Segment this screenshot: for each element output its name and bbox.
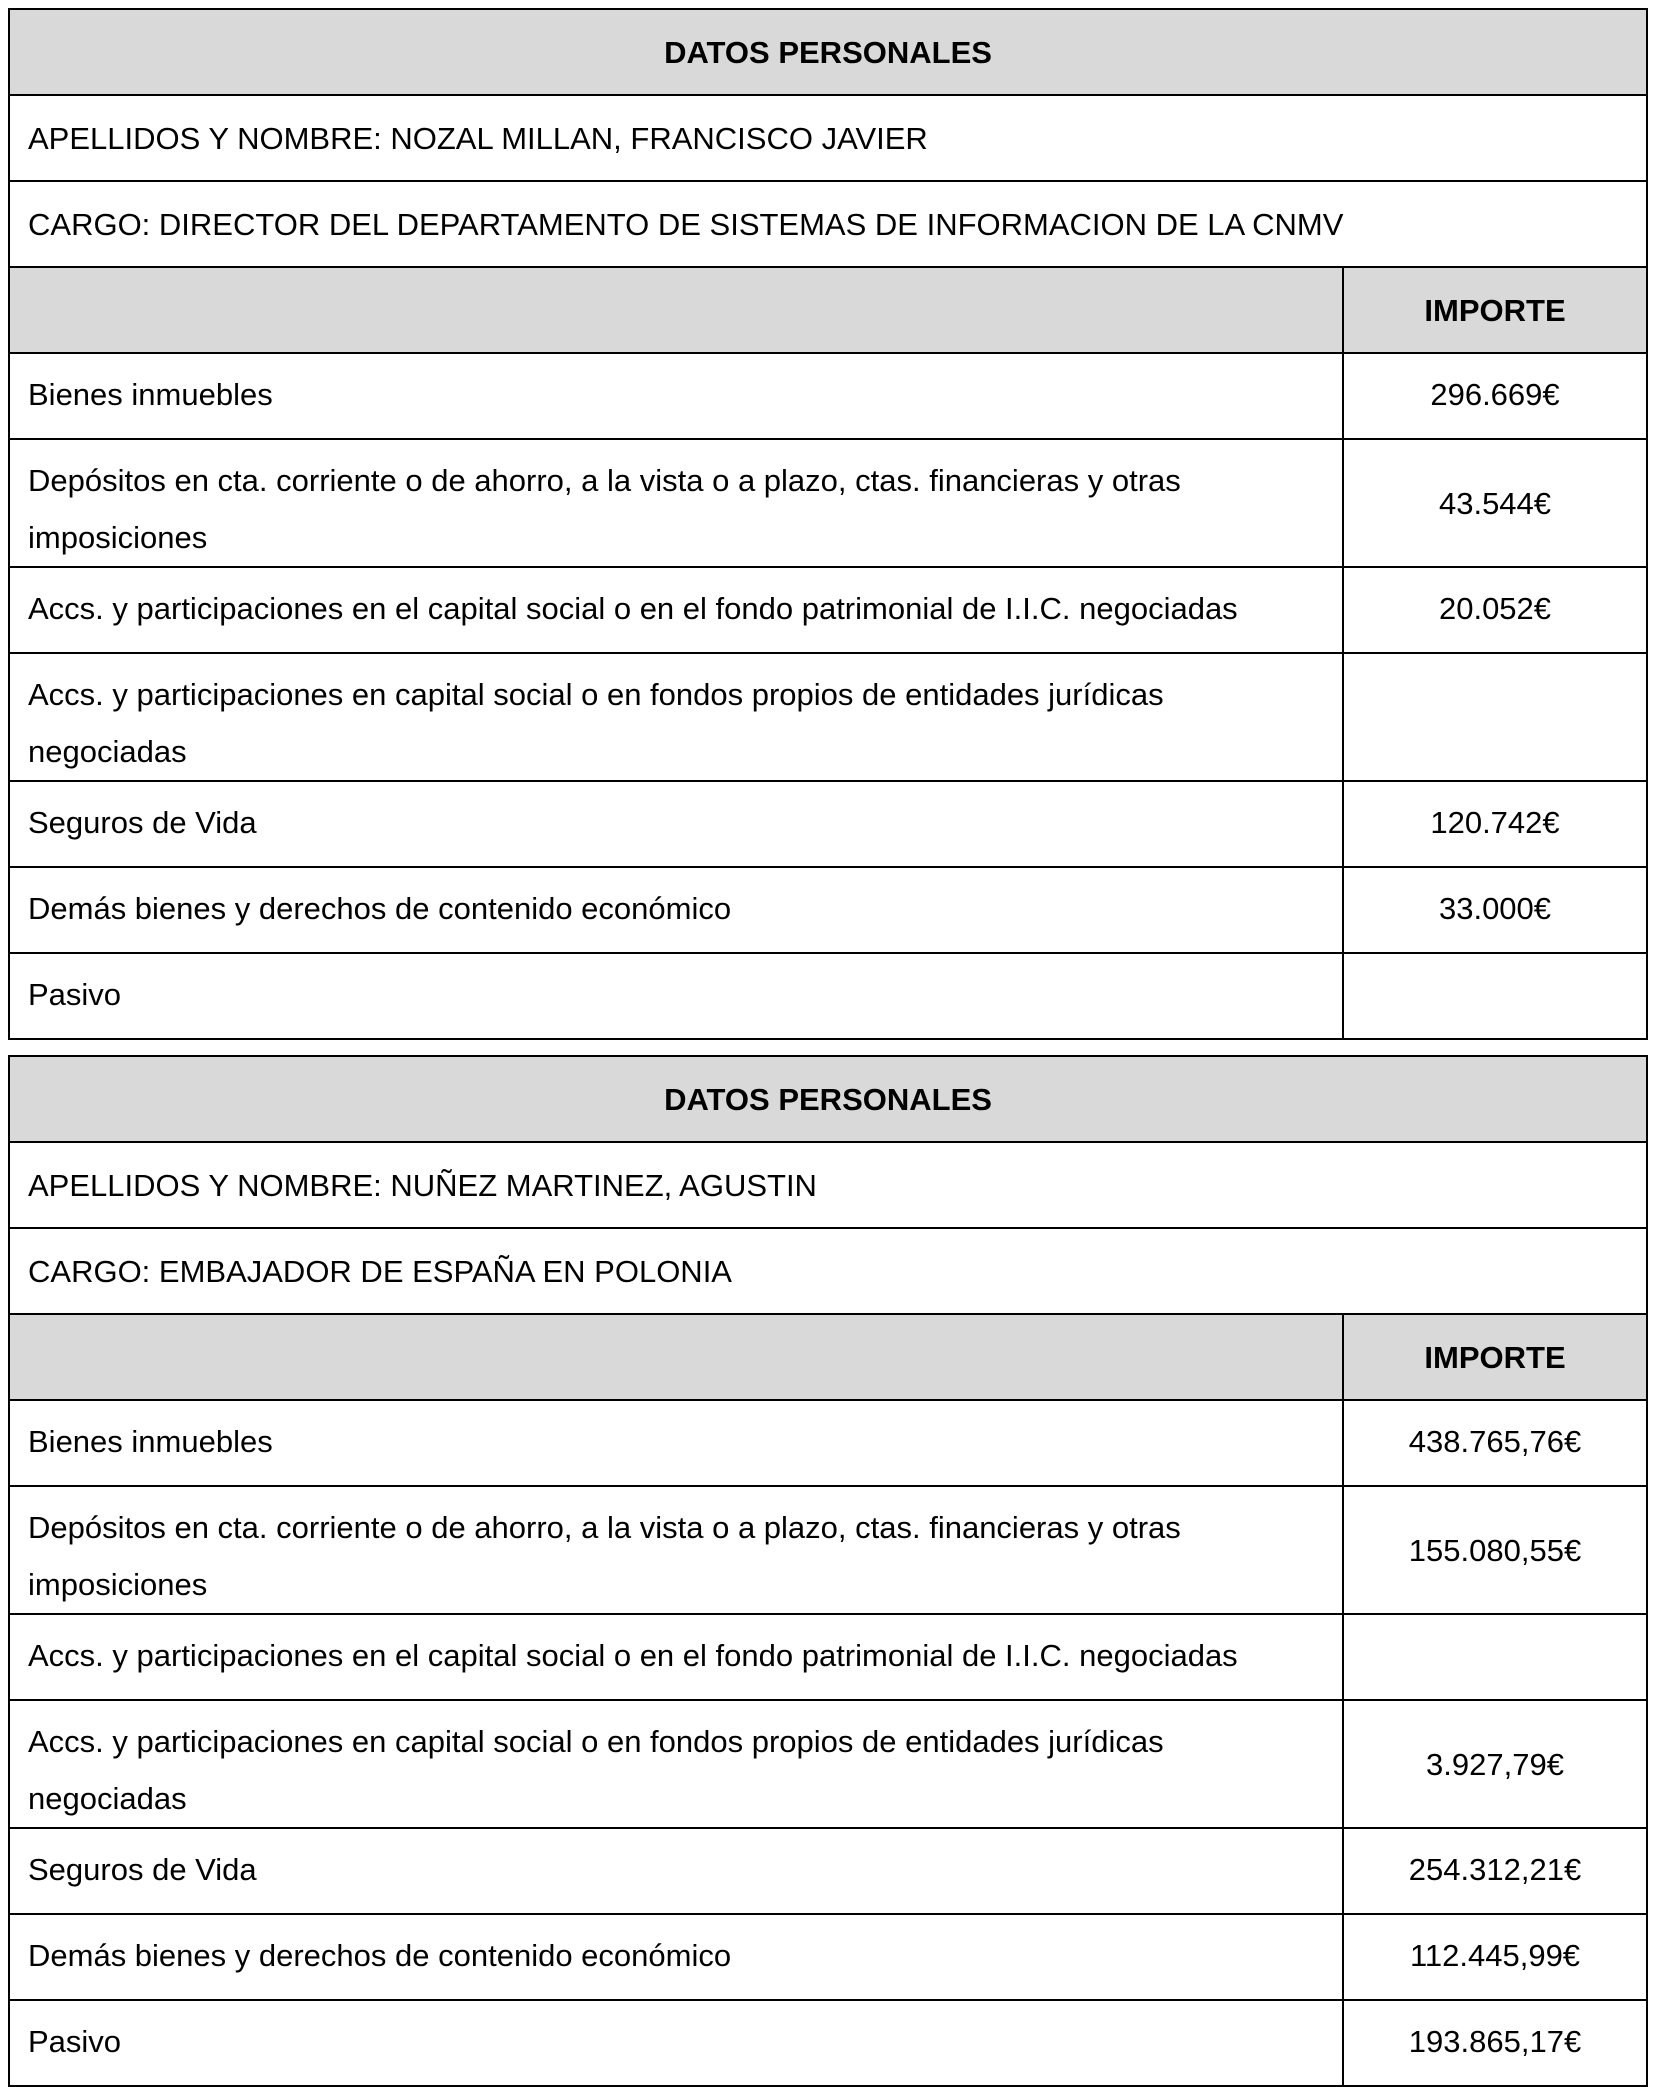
- cargo-line: CARGO: EMBAJADOR DE ESPAÑA EN POLONIA: [9, 1228, 1647, 1314]
- cargo-row: [9, 1228, 1647, 1314]
- row-label: Bienes inmuebles: [9, 1400, 1343, 1486]
- table-row: [9, 1914, 1647, 2000]
- section-header-row: [9, 1056, 1647, 1142]
- row-label: Seguros de Vida: [9, 1828, 1343, 1914]
- row-value: 120.742€: [1343, 781, 1647, 867]
- table-row: [9, 1828, 1647, 1914]
- row-label: Pasivo: [9, 2000, 1343, 2086]
- table-row: [9, 1614, 1647, 1700]
- row-label: Pasivo: [9, 953, 1343, 1039]
- table-row: [9, 1700, 1647, 1828]
- row-value: 438.765,76€: [1343, 1400, 1647, 1486]
- table-row: [9, 653, 1647, 781]
- column-header-row: [9, 267, 1647, 353]
- cargo-line: CARGO: DIRECTOR DEL DEPARTAMENTO DE SISTEMAS DE INFORMACION DE LA CNMV: [9, 181, 1647, 267]
- section-header: DATOS PERSONALES: [9, 9, 1647, 95]
- table-row: [9, 567, 1647, 653]
- row-value: 3.927,79€: [1343, 1700, 1647, 1828]
- table-row: [9, 2000, 1647, 2086]
- row-label: Accs. y participaciones en capital social o en fondos propios de entidades jurídicas negociadas: [9, 1700, 1343, 1828]
- table-row: [9, 781, 1647, 867]
- row-label: Accs. y participaciones en capital social o en fondos propios de entidades jurídicas negociadas: [9, 653, 1343, 781]
- asset-declaration-table-1: [8, 8, 1648, 1040]
- row-value: 193.865,17€: [1343, 2000, 1647, 2086]
- cargo-row: [9, 181, 1647, 267]
- section-header-row: [9, 9, 1647, 95]
- row-label: Accs. y participaciones en el capital social o en el fondo patrimonial de I.I.C. negociadas: [9, 567, 1343, 653]
- row-label: Accs. y participaciones en el capital social o en el fondo patrimonial de I.I.C. negociadas: [9, 1614, 1343, 1700]
- row-value: 20.052€: [1343, 567, 1647, 653]
- row-label: Depósitos en cta. corriente o de ahorro, a la vista o a plazo, ctas. financieras y otras imposiciones: [9, 439, 1343, 567]
- row-label: Depósitos en cta. corriente o de ahorro, a la vista o a plazo, ctas. financieras y otras imposiciones: [9, 1486, 1343, 1614]
- row-value: [1343, 1614, 1647, 1700]
- table-row: [9, 1486, 1647, 1614]
- row-label: Bienes inmuebles: [9, 353, 1343, 439]
- name-row: [9, 1142, 1647, 1228]
- name-line: APELLIDOS Y NOMBRE: NUÑEZ MARTINEZ, AGUSTIN: [9, 1142, 1647, 1228]
- column-header-row: [9, 1314, 1647, 1400]
- row-label: Demás bienes y derechos de contenido económico: [9, 867, 1343, 953]
- table-row: [9, 867, 1647, 953]
- section-header: DATOS PERSONALES: [9, 1056, 1647, 1142]
- row-value: 33.000€: [1343, 867, 1647, 953]
- name-row: [9, 95, 1647, 181]
- table-row: [9, 1400, 1647, 1486]
- label-column-header: [9, 1314, 1343, 1400]
- label-column-header: [9, 267, 1343, 353]
- importe-column-header: IMPORTE: [1343, 267, 1647, 353]
- asset-declaration-table-2: [8, 1055, 1648, 2087]
- table-row: [9, 439, 1647, 567]
- table-row: [9, 353, 1647, 439]
- name-line: APELLIDOS Y NOMBRE: NOZAL MILLAN, FRANCISCO JAVIER: [9, 95, 1647, 181]
- row-value: [1343, 953, 1647, 1039]
- row-value: 112.445,99€: [1343, 1914, 1647, 2000]
- row-value: [1343, 653, 1647, 781]
- row-value: 43.544€: [1343, 439, 1647, 567]
- table-row: [9, 953, 1647, 1039]
- importe-column-header: IMPORTE: [1343, 1314, 1647, 1400]
- row-label: Seguros de Vida: [9, 781, 1343, 867]
- row-value: 155.080,55€: [1343, 1486, 1647, 1614]
- row-value: 296.669€: [1343, 353, 1647, 439]
- row-value: 254.312,21€: [1343, 1828, 1647, 1914]
- row-label: Demás bienes y derechos de contenido económico: [9, 1914, 1343, 2000]
